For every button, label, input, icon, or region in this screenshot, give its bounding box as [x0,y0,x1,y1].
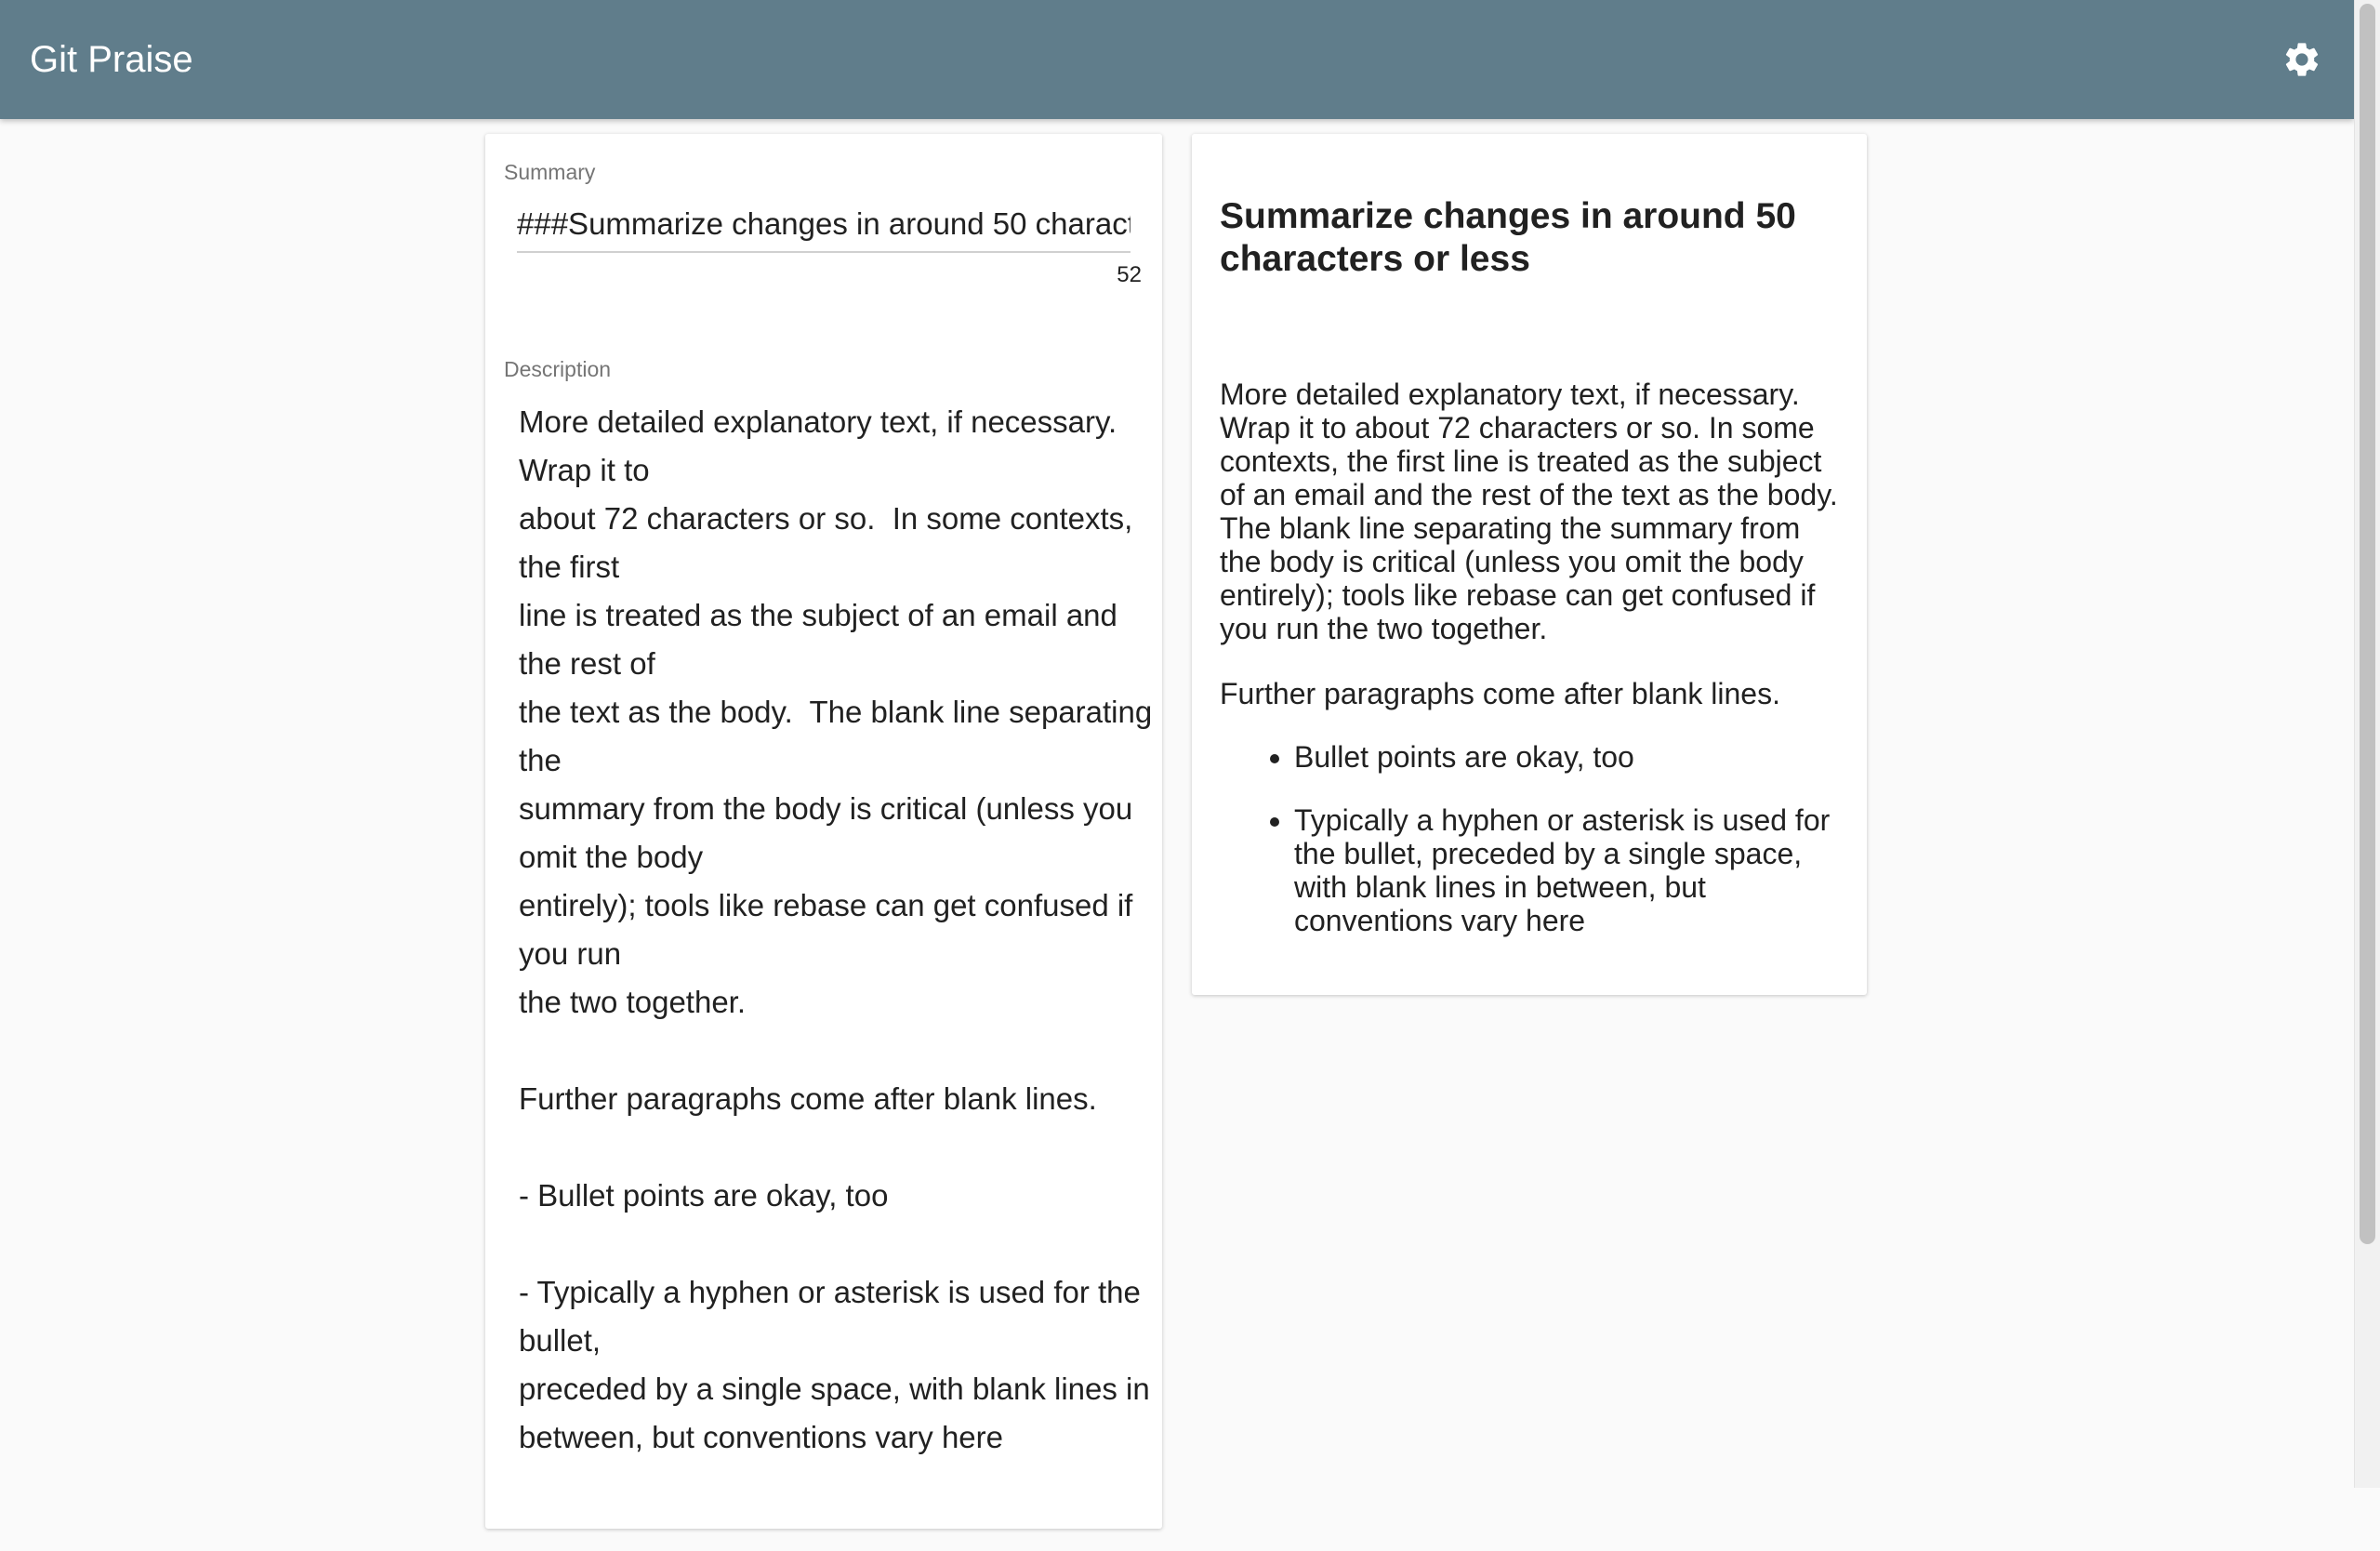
page-scrollbar[interactable] [2354,0,2380,1488]
preview-paragraph: Further paragraphs come after blank lines. [1220,677,1780,710]
summary-label: Summary [504,160,596,184]
preview-bullet-item: • Bullet points are okay, too [1294,740,1852,774]
preview-paragraph: More detailed explanatory text, if necessary. Wrap it to about 72 characters or so. In some contexts, the first line is treated as the subject of an email and the rest of the text as the body. The blank line separating the summary from the body is critical (unless you omit the body entirely); tools like rebase can get confused if you run the two together. [1220,378,1838,645]
editor-card [485,134,1162,1529]
settings-button[interactable] [2274,32,2330,87]
description-label: Description [504,357,612,381]
summary-char-count: 52 [1117,262,1142,287]
preview-bullet-list [1220,740,1852,967]
description-textarea[interactable] [519,398,1153,1551]
preview-bullet-item: • Typically a hyphen or asterisk is used for the bullet, preceded by a single space, with blank lines in between, but conventions vary here [1294,803,1852,937]
app-bar [0,0,2354,119]
summary-input[interactable] [517,197,1130,253]
preview-heading: Summarize changes in around 50 characters or less [1220,196,1796,279]
scrollbar-thumb[interactable] [2360,4,2375,1244]
gear-icon [2281,39,2322,80]
preview-card [1192,134,1867,995]
app-title: Git Praise [30,39,193,80]
